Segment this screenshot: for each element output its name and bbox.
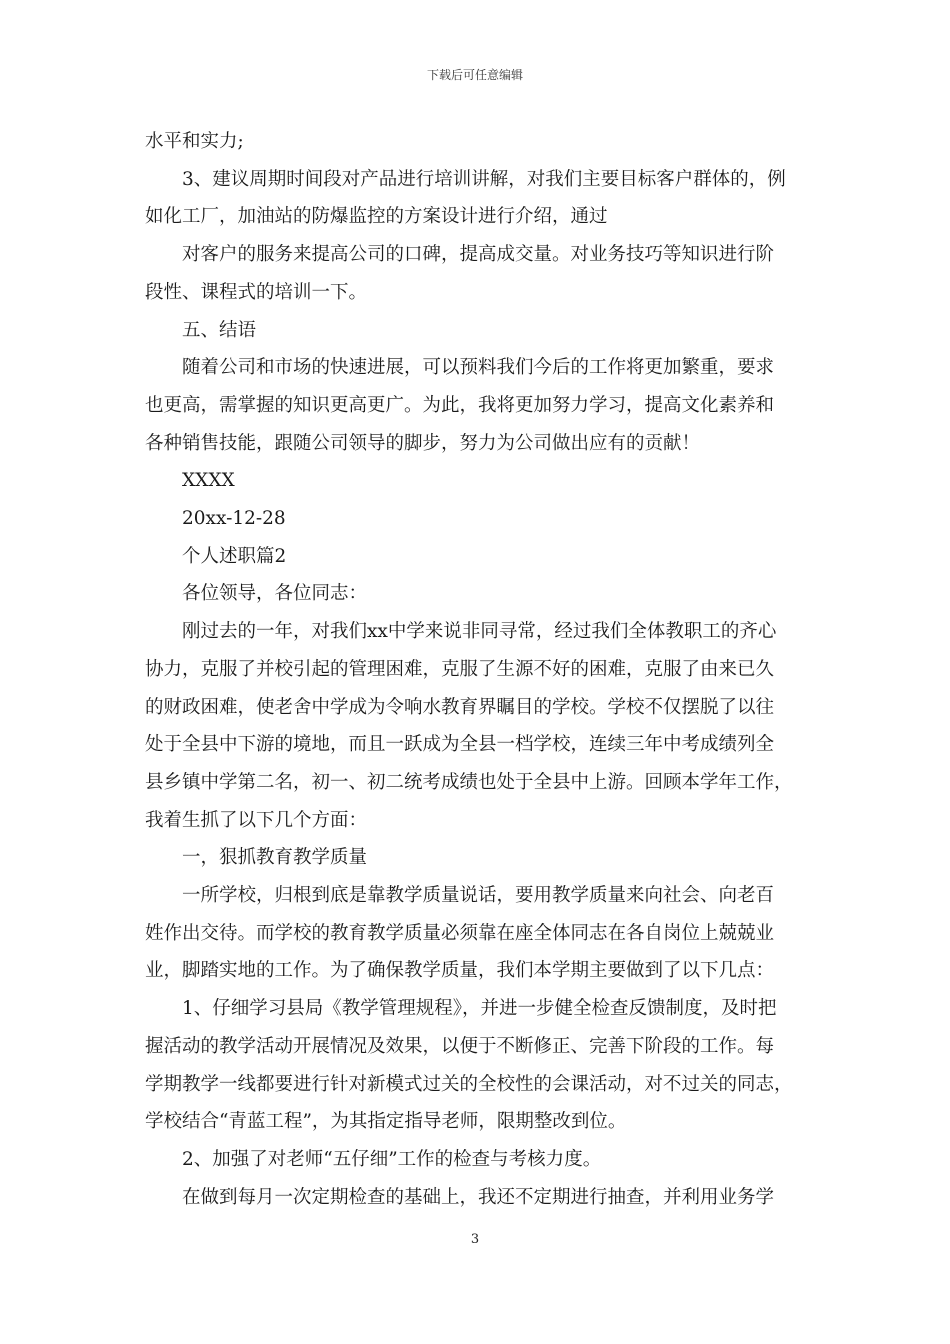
text-line: 业，脚踏实地的工作。为了确保教学质量，我们本学期主要做到了以下几点： [145,960,775,982]
text-line: 我着生抓了以下几个方面： [145,809,368,831]
text-line: 水平和实力; [145,131,244,152]
text-line: 学校结合“青蓝工程”，为其指定指导老师，限期整改到位。 [145,1111,627,1133]
text-line: 县乡镇中学第二名，初一、初二统考成绩也处于全县中上游。回顾本学年工作， [145,771,793,793]
text-line: 的财政困难，使老舍中学成为令响水教育界瞩目的学校。学校不仅摆脱了以往 [145,696,775,718]
text-line: 各位领导，各位同志： [182,583,368,605]
text-line: 五、结语 [182,319,257,341]
text-line: 姓作出交待。而学校的教育教学质量必须靠在座全体同志在各自岗位上兢兢业 [145,922,775,944]
text-line: 也更高，需掌握的知识更高更广。为此，我将更加努力学习，提高文化素养和 [145,394,775,416]
text-line: 处于全县中下游的境地，而且一跃成为全县一档学校，连续三年中考成绩列全 [145,734,775,756]
text-line: 各种销售技能，跟随公司领导的脚步，努力为公司做出应有的贡献！ [145,432,701,454]
text-line: 在做到每月一次定期检查的基础上，我还不定期进行抽查，并利用业务学 [182,1186,775,1208]
text-line: 2、加强了对老师“五仔细”工作的检查与考核力度。 [182,1148,602,1170]
text-line: 20xx-12-28 [182,508,286,530]
text-line: 1、仔细学习县局《教学管理规程》，并进一步健全检查反馈制度，及时把 [182,998,777,1020]
text-line: 对客户的服务来提高公司的口碑，提高成交量。对业务技巧等知识进行阶 [182,244,775,266]
document-body [145,123,815,1216]
text-line: 3、建议周期时间段对产品进行培训讲解，对我们主要目标客户群体的，例 [182,168,786,190]
text-line: 随着公司和市场的快速进展，可以预料我们今后的工作将更加繁重，要求 [182,357,775,379]
text-line: 刚过去的一年，对我们xx中学来说非同寻常，经过我们全体教职工的齐心 [182,621,777,643]
page-header-note: 下载后可任意编辑 [426,68,523,82]
text-line: XXXX [182,470,235,492]
text-line: 协力，克服了并校引起的管理困难，克服了生源不好的困难，克服了由来已久 [145,658,775,680]
text-line: 握活动的教学活动开展情况及效果，以便于不断修正、完善下阶段的工作。每 [145,1035,775,1057]
text-line: 一所学校，归根到底是靠教学质量说话，要用教学质量来向社会、向老百 [182,885,775,907]
text-line: 个人述职篇2 [182,545,287,567]
text-line: 如化工厂，加油站的防爆监控的方案设计进行介绍，通过 [145,206,608,228]
text-line: 段性、课程式的培训一下。 [145,281,368,303]
text-line: 一，狠抓教育教学质量 [182,847,368,869]
text-line: 学期教学一线都要进行针对新模式过关的全校性的会课活动，对不过关的同志， [145,1073,793,1095]
page-number: 3 [470,1232,480,1247]
